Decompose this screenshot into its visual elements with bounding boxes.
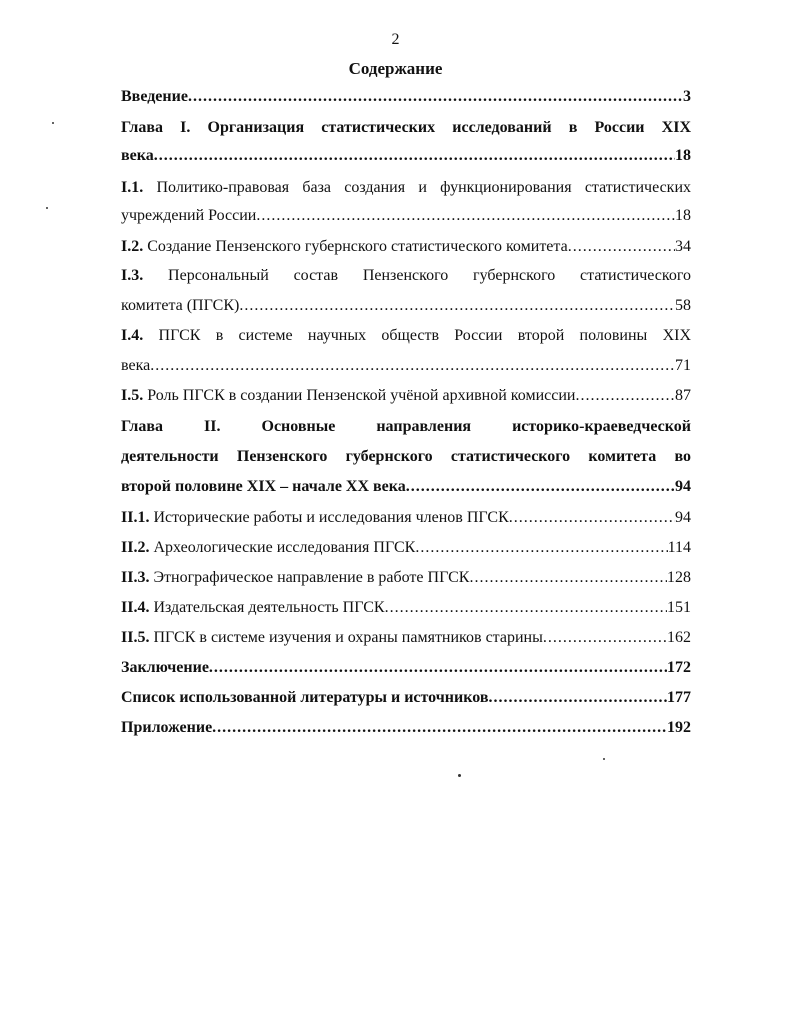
- toc-section-number: I.3.: [121, 267, 144, 284]
- toc-entry-title: Создание Пензенского губернского статистического комитета: [147, 238, 568, 255]
- dot-leader: [385, 598, 667, 618]
- dot-leader: [154, 146, 675, 166]
- toc-page-number: 3: [683, 88, 691, 105]
- dot-leader: [568, 237, 675, 257]
- toc-entry-title: Этнографическое направление в работе ПГСК: [153, 569, 470, 586]
- toc-entry-title: Приложение: [121, 719, 213, 736]
- toc-section-number: I.4.: [121, 327, 144, 344]
- toc-entry-title: Роль ПГСК в создании Пензенской учёной архивной комиссии: [147, 387, 576, 404]
- dot-leader: [188, 87, 683, 107]
- toc-section-2-3: [121, 568, 691, 588]
- toc-entry-title: Политико-правовая база создания и функционирования статистических: [156, 179, 692, 196]
- toc-page-number: 18: [675, 207, 691, 224]
- toc-page-number: 58: [675, 297, 691, 314]
- toc-section-1-4-heading: [121, 326, 691, 346]
- dot-leader: [509, 508, 675, 528]
- toc-section-number: II.2.: [121, 539, 150, 556]
- toc-page-number: 114: [667, 539, 691, 556]
- toc-section-1-5: [121, 386, 691, 406]
- toc-section-2-5: [121, 628, 691, 648]
- toc-entry-title: второй половине XIX – начале XX века: [121, 478, 406, 495]
- toc-entry-introduction: [121, 87, 691, 107]
- toc-page-number: 128: [667, 569, 691, 586]
- toc-section-number: I.5.: [121, 387, 144, 404]
- toc-section-1-3-heading: [121, 266, 691, 286]
- dot-leader: [543, 628, 667, 648]
- toc-section-1-4-end: [121, 356, 691, 376]
- toc-chapter-2-end: [121, 477, 691, 497]
- toc-entry-title: Персональный состав Пензенского губернского статистического: [168, 267, 691, 284]
- dot-leader: [256, 206, 675, 226]
- page-number: 2: [391, 31, 400, 48]
- toc-section-1-2: [121, 237, 691, 257]
- toc-section-number: II.3.: [121, 569, 150, 586]
- toc-page-number: 71: [675, 357, 691, 374]
- toc-page-number: 172: [667, 659, 691, 676]
- dot-leader: [150, 356, 675, 376]
- scan-speck: [52, 122, 54, 124]
- scan-speck: [458, 774, 461, 777]
- toc-page-number: 151: [667, 599, 691, 616]
- dot-leader: [488, 688, 667, 708]
- toc-section-1-3-end: [121, 296, 691, 316]
- toc-entry-appendix: [121, 718, 691, 738]
- toc-entry-title: ПГСК в системе изучения и охраны памятников старины: [153, 629, 543, 646]
- toc-section-2-4: [121, 598, 691, 618]
- toc-section-2-1: [121, 508, 691, 528]
- toc-section-2-2: [121, 538, 691, 558]
- toc-entry-title: Заключение: [121, 659, 209, 676]
- toc-entry-title: Список использованной литературы и источников: [121, 689, 489, 706]
- toc-section-number: I.2.: [121, 238, 144, 255]
- toc-entry-title: Издательская деятельность ПГСК: [153, 599, 385, 616]
- scan-speck: [603, 758, 605, 760]
- toc-entry-title: века: [121, 357, 151, 374]
- toc-entry-title: ПГСК в системе научных обществ России второй половины XIX: [158, 327, 692, 344]
- toc-entry-title: века: [121, 147, 154, 164]
- toc-section-number: II.4.: [121, 599, 150, 616]
- toc-entry-title: учреждений России: [121, 207, 257, 224]
- toc-section-number: II.5.: [121, 629, 150, 646]
- toc-entry-title: Введение: [121, 88, 188, 105]
- toc-page-number: 94: [675, 478, 691, 495]
- toc-page-number: 162: [667, 629, 691, 646]
- dot-leader: [469, 568, 667, 588]
- toc-chapter-2-heading-line-1: Глава II. Основные направления историко-краеведческой: [121, 418, 691, 435]
- toc-section-number: II.1.: [121, 509, 150, 526]
- dot-leader: [239, 296, 675, 316]
- toc-page-number: 87: [675, 387, 691, 404]
- dot-leader: [212, 718, 667, 738]
- toc-chapter-1-end: [121, 146, 691, 166]
- toc-section-1-1-heading: [121, 178, 691, 198]
- toc-entry-bibliography: [121, 688, 691, 708]
- toc-chapter-2-heading-line-2: деятельности Пензенского губернского статистического комитета во: [121, 448, 691, 465]
- scan-speck: [46, 207, 48, 209]
- toc-entry-conclusion: [121, 658, 691, 678]
- toc-section-1-1-end: [121, 206, 691, 226]
- toc-page-number: 177: [667, 689, 691, 706]
- toc-page-number: 192: [667, 719, 691, 736]
- toc-page-number: 18: [675, 147, 691, 164]
- toc-section-number: I.1.: [121, 179, 144, 196]
- dot-leader: [415, 538, 667, 558]
- toc-chapter-1-heading: Глава I. Организация статистических исследований в России XIX: [121, 119, 691, 136]
- page-title: Содержание: [348, 59, 443, 78]
- toc-entry-title: комитета (ПГСК): [121, 297, 240, 314]
- toc-entry-title: Исторические работы и исследования членов ПГСК: [153, 509, 509, 526]
- toc-entry-title: Археологические исследования ПГСК: [153, 539, 416, 556]
- dot-leader: [406, 477, 675, 497]
- dot-leader: [575, 386, 675, 406]
- dot-leader: [209, 658, 667, 678]
- toc-page-number: 34: [675, 238, 691, 255]
- toc-page-number: 94: [675, 509, 691, 526]
